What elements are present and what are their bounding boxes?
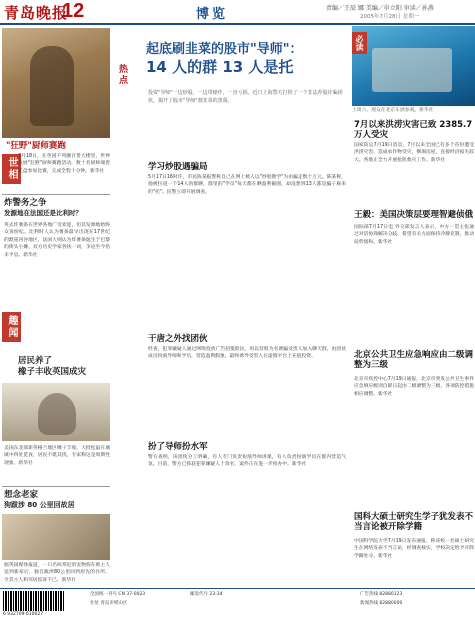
barcode-number: 6 932709 610027: [3, 612, 44, 617]
header-rule: [0, 23, 475, 25]
chef-race-headline: "狂野"厨师赛跑: [6, 141, 66, 151]
ucas-text: 中国科学院大学7月19日发布通报，称该校一名硕士研究生在网络发表不当言论，经调查核实，学校决定给予开除学籍处分。新华社: [354, 539, 474, 559]
wangyi-text: 国际部7月17日电 外交部发言人表示，中方一贯主张通过对话协商解决分歧，希望有关方面保持冷静克制，推动局势缓和。新华社: [354, 225, 474, 245]
footer-line-5: 新闻热线 82880000: [360, 601, 403, 606]
section-title: 博览: [196, 7, 229, 22]
squirrel-photo: [2, 383, 110, 441]
dog-text: 据英国媒体报道，一只名叫邦尼的宠物狗在被主人送到新家后，独自跋涉80公里回到原先的住所，令其主人和邻居惊讶不已。新华社: [4, 563, 110, 583]
footer-line-3: 社址 青岛市崂山区: [90, 601, 128, 606]
chef-race-photo: [2, 28, 110, 138]
ucas-headline: 国科大硕士研究生学子犹发表不当言论被开除学籍: [354, 512, 474, 533]
beijing-text: 北京市疾控中心7月19日通报，北京市突发公共卫生事件应急响应级别自即日起由二级调整为三级，各项防控措施相应调整。新华社: [354, 377, 474, 397]
fries-subheadline: 发源地在法国还是比利时？: [4, 209, 82, 217]
newspaper-logo: 青岛晚报: [4, 4, 69, 22]
section3-text: 警方查明，该团伙分工明确，有人专门负责扮演导师讲课，有人负责扮演学员在群内营造气氛。目前，警方已抓获犯罪嫌疑人十余名，案件正在进一步侦办中。新华社: [148, 455, 346, 468]
flood-text: 国家防总7月19日消息，7月以来全国已有多个省份遭受洪涝灾害，造成农作物受灾，倒塌房屋，直接经济损失较大。各地正全力开展抢险救灾工作。新华社: [354, 143, 474, 163]
tag-fun: 趣闻: [2, 312, 21, 342]
squirrel-shape: [38, 393, 76, 435]
flood-headline: 7月以来洪涝灾害已致 2385.7万人受灾: [354, 120, 473, 141]
masthead: [0, 0, 475, 24]
divider: [2, 194, 110, 195]
divider: [2, 486, 110, 487]
page-number: 12: [62, 0, 85, 22]
chef-figure: [30, 46, 74, 126]
right-column: [352, 26, 475, 586]
wangyi-headline: 王毅：美国决策层要理智避侦俄: [354, 210, 474, 220]
tag-worldly: 世相: [2, 154, 21, 184]
subhead-2: 干唐之外找团伙: [148, 334, 208, 344]
dog-photo: [2, 514, 110, 560]
tag-must-read: 必读: [352, 32, 367, 54]
main-headline-line1: 起底刷韭菜的股市"导师"：: [146, 42, 303, 57]
main-headline-line2: 14 人的群 13 人是托: [146, 58, 294, 77]
car-stand: [372, 48, 452, 92]
dog-subheadline: 狗跋涉 80 公里回故居: [4, 501, 75, 509]
fries-headline: 炸警务之争: [4, 198, 47, 208]
beijing-headline: 北京公共卫生应急响应由二级调整为三级: [354, 350, 474, 371]
subhead-1: 学习炒股遇骗局: [148, 162, 208, 172]
footer-line-4: 广告热线 82880123: [360, 592, 403, 597]
acorn-text: 美国东北部新英格兰地区橡子丰收，大批松鼠在城镇中四处觅食，居民不堪其扰，专家称这是周期性现象，新华社: [4, 446, 110, 466]
tag-hot: 热点: [117, 64, 127, 86]
chef-race-text: 7月18日，在英国不列颠百货大楼里，世界发展"狂野"厨师赛跑活动，数十名厨师端着托盘参加比赛，完成全程十分钟。新华社: [18, 154, 110, 174]
footer-line-2: 邮发代号 23-34: [190, 592, 223, 597]
dog-headline: 想念老家: [4, 490, 39, 500]
acorn-headline: 居民养了: [18, 356, 53, 366]
footer: [0, 588, 475, 620]
section1-text: 5月17日16时许，市民陈某报警称自己在网上被人以"炒股教学"为由骗走数十万元。陈某称，他被拉进一个14人的群聊，群里的"学员"每天都在晒盈利截图，却没想到13人都是骗子雇来的"托"。民警立即开展调查。: [148, 175, 346, 195]
barcode: [3, 591, 65, 611]
car-show-caption: 上周六，观众在北京车展参观。新华社: [352, 108, 434, 113]
date-line: 2005年7月28日 星期一: [360, 14, 420, 20]
fries-text: 英式炸薯条在世界各地广受欢迎，但其发源地始终众说纷纭。比利时人认为薯条最早出现在17世纪的默兹河谷地区，法国人则认为炸薯条诞生于巴黎的街头小摊。双方历史学家各执一词，争论至今仍未平息。新华社: [4, 223, 110, 258]
acorn-subheadline: 橡子丰收英国成灾: [18, 367, 87, 377]
left-column: [0, 26, 113, 586]
main-article: [116, 26, 350, 586]
editor-line: 责编／王辰 娜 美编／申立阳 审读／孙燕: [326, 5, 434, 12]
subhead-3: 扮了导师扮水军: [148, 442, 208, 452]
car-show-photo: [352, 26, 475, 106]
main-lede: 投资"导师"一边炒股，一边带操作，一直亏损。近日上海警方打掉了一个非法荐股诈骗团伙，揭开了股市"导师"割韭菜的黑幕。: [148, 90, 343, 104]
footer-line-1: 全国统一刊号 CN 37-0023: [90, 592, 146, 597]
main-headline: [146, 42, 303, 77]
section2-text: 经查，犯罪嫌疑人通过网络投放广告招揽股民，再以荐股为名诱骗受害人加入聊天群，由团伙成员扮演导师和学员，营造盈利假象，最终诱导受害人在虚假平台上充值投资。: [148, 347, 346, 360]
